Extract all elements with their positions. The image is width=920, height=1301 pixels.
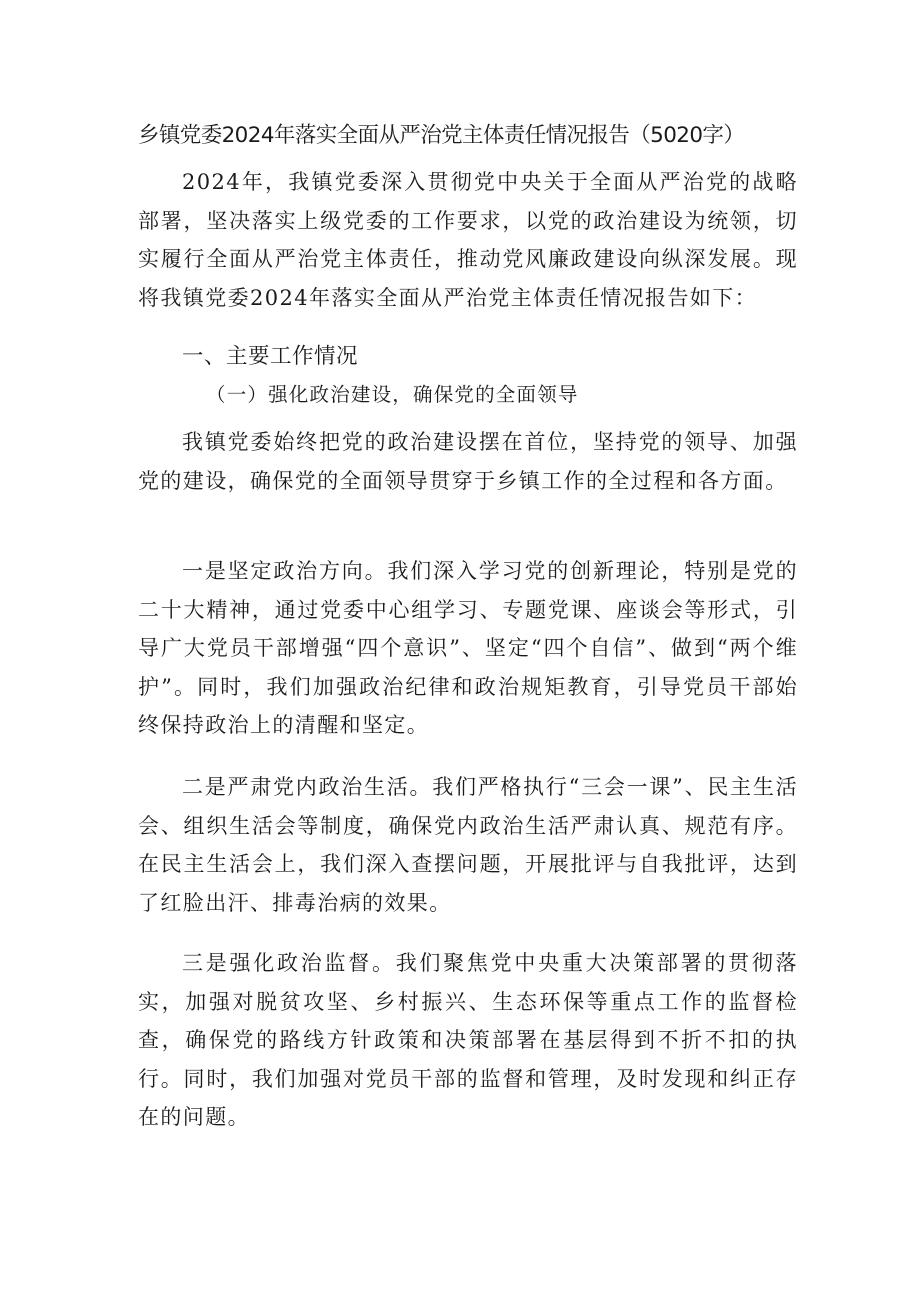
body-paragraph: 二是严肃党内政治生活。我们严格执行“三会一课”、民主生活会、组织生活会等制度，确保党内政治生活严肃认真、规范有序。在民主生活会上，我们深入查摆问题，开展批评与自我批评，达到了红脸出汗、排毒治病的效果。 bbox=[138, 775, 798, 915]
section-heading: 一、主要工作情况 bbox=[182, 344, 359, 369]
body-paragraph: 一是坚定政治方向。我们深入学习党的创新理论，特别是党的二十大精神，通过党委中心组学习、专题党课、座谈会等形式，引导广大党员干部增强“四个意识”、坚定“四个自信”、做到“两个维护”。同时，我们加强政治纪律和政治规矩教育，引导党员干部始终保持政治上的清醒和坚定。 bbox=[138, 559, 798, 737]
body-paragraph: 我镇党委始终把党的政治建设摆在首位，坚持党的领导、加强党的建设，确保党的全面领导贯穿于乡镇工作的全过程和各方面。 bbox=[138, 430, 798, 493]
document-title: 乡镇党委2024年落实全面从严治党主体责任情况报告（5020字） bbox=[138, 123, 745, 148]
intro-paragraph: 2024年，我镇党委深入贯彻党中央关于全面从严治党的战略部署，坚决落实上级党委的工作要求，以党的政治建设为统领，切实履行全面从严治党主体责任，推动党风廉政建设向纵深发展。现将我镇党委2024年落实全面从严治党主体责任情况报告如下： bbox=[138, 170, 798, 310]
subsection-heading: （一）强化政治建设，确保党的全面领导 bbox=[206, 383, 579, 406]
body-paragraph: 三是强化政治监督。我们聚焦党中央重大决策部署的贯彻落实，加强对脱贫攻坚、乡村振兴、生态环保等重点工作的监督检查，确保党的路线方针政策和决策部署在基层得到不折不扣的执行。同时，我们加强对党员干部的监督和管理，及时发现和纠正存在的问题。 bbox=[138, 951, 798, 1129]
